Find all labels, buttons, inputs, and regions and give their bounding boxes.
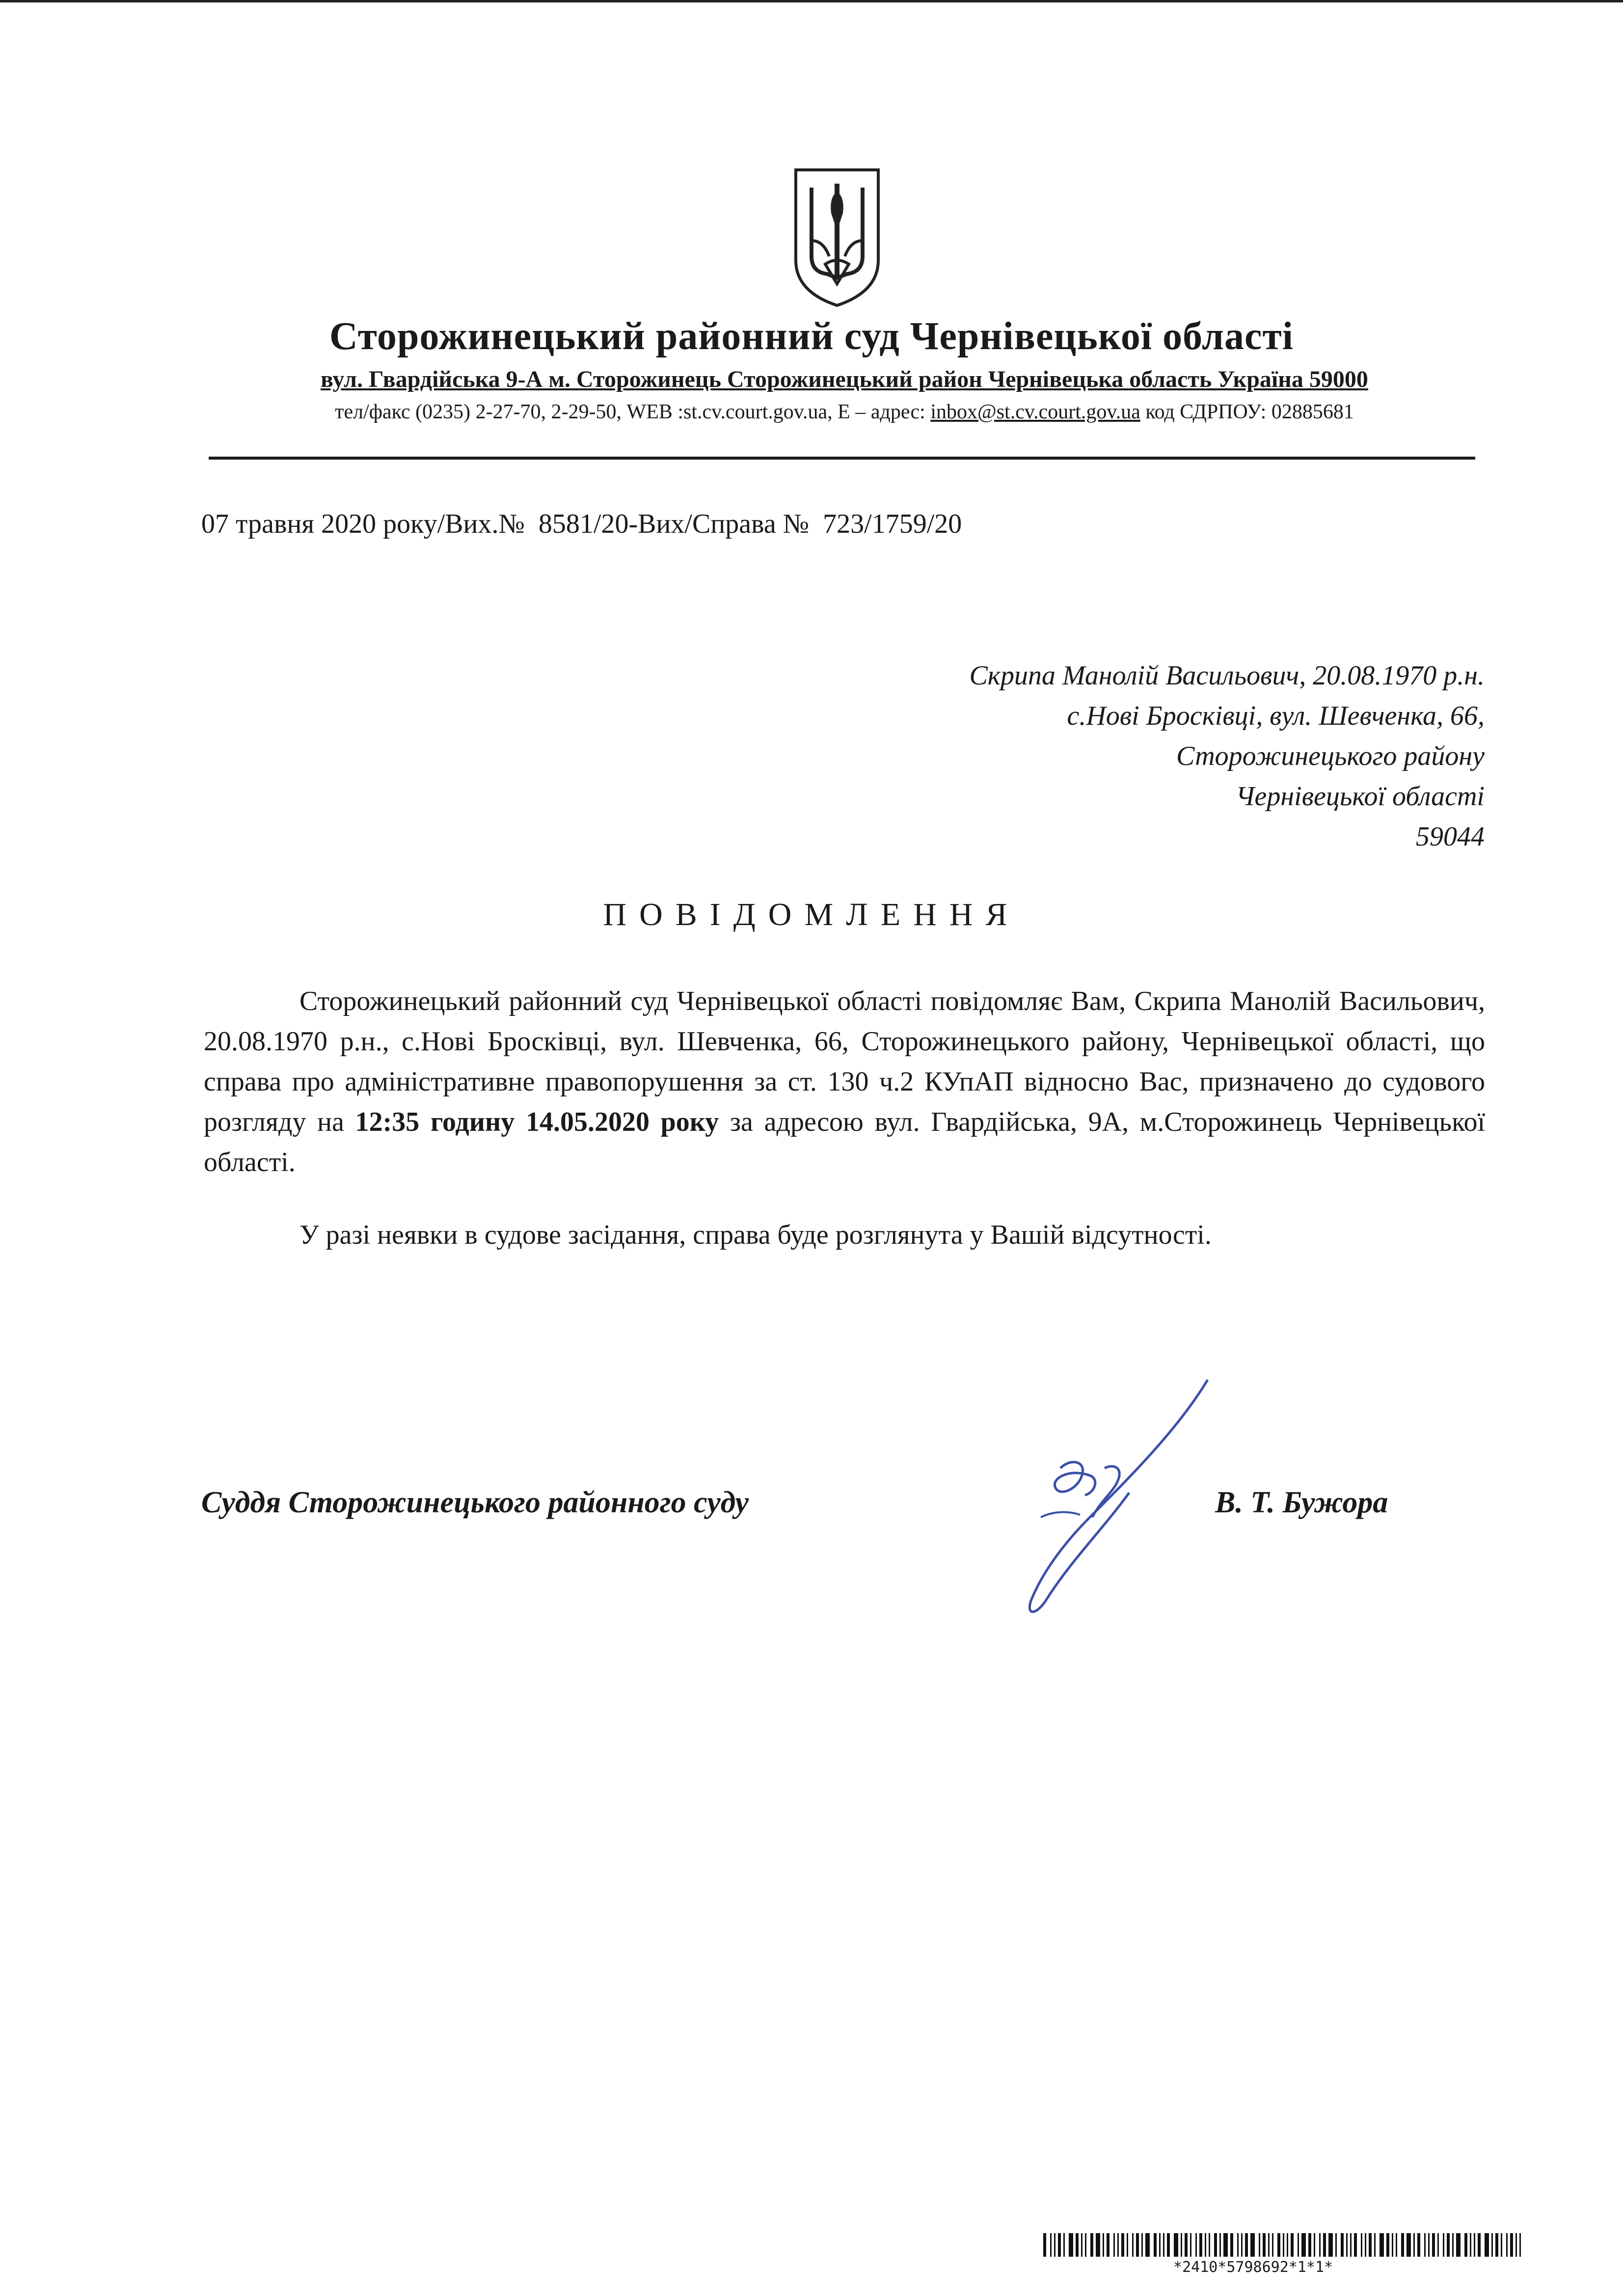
recipient-line: с.Нові Бросківці, вул. Шевченка, 66, bbox=[1067, 701, 1485, 731]
signatory-name: В. Т. Бужора bbox=[1215, 1486, 1388, 1519]
header-divider bbox=[209, 457, 1475, 460]
signatory-title: Суддя Сторожинецького районного суду bbox=[201, 1486, 749, 1519]
court-address: вул. Гвардійська 9-А м. Сторожинець Сторожинецький район Чернівецька область Україна 59000 bbox=[321, 366, 1368, 392]
email-link[interactable]: inbox@st.cv.court.gov.ua bbox=[930, 401, 1140, 423]
recipient-line: Чернівецької області bbox=[1235, 781, 1485, 812]
notice-paragraph-2: У разі неявки в судове засідання, справа буде розглянута у Вашій відсутності. bbox=[299, 1220, 1212, 1250]
outgoing-number: 07 травня 2020 року/Вих.№ 8581/20-Вих/Справа № 723/1759/20 bbox=[201, 509, 962, 539]
recipient-address-block bbox=[699, 656, 1485, 857]
notice-paragraph-1 bbox=[204, 981, 1485, 1182]
trident-emblem-icon bbox=[788, 162, 886, 309]
court-contacts bbox=[216, 400, 1473, 424]
barcode-icon bbox=[1043, 2233, 1524, 2257]
notice-title: ПОВІДОМЛЕННЯ bbox=[603, 897, 1020, 932]
top-border-line bbox=[0, 0, 1623, 2]
contacts-prefix: тел/факс (0235) 2-27-70, 2-29-50, WEB :st.cv.court.gov.ua, Е – адрес: bbox=[335, 401, 931, 423]
paragraph1-text: Сторожинецький районний суд Чернівецької області повідомляє Вам, Скрипа Манолій Васильович, 20.08.1970 р.н., с.Нові Бросківці, вул. Шевченка, 66, Сторожинецького району, Чернівецької області, що справа про адміністративне правопорушення за ст. 130 ч.2 КУпАП відносно Вас, призначено до судового розгляду на bbox=[204, 986, 1485, 1137]
recipient-line: 59044 bbox=[1416, 821, 1485, 852]
handwritten-signature-icon bbox=[982, 1370, 1227, 1625]
hearing-datetime: 12:35 годину 14.05.2020 року bbox=[355, 1107, 719, 1137]
paragraph1-text-end: за адресою вул. Гвардійська, 9А, м.Сторожинець Чернівецької області. bbox=[204, 1107, 1486, 1177]
barcode-number: *2410*5798692*1*1* bbox=[1173, 2259, 1333, 2276]
notice-body bbox=[204, 981, 1485, 1255]
recipient-line: Скрипа Манолій Васильович, 20.08.1970 р.н. bbox=[969, 660, 1485, 691]
recipient-line: Сторожинецького району bbox=[1176, 741, 1485, 771]
contacts-suffix: код СДРПОУ: 02885681 bbox=[1140, 401, 1354, 423]
court-name-heading: Сторожинецький районний суд Чернівецької області bbox=[329, 315, 1294, 358]
